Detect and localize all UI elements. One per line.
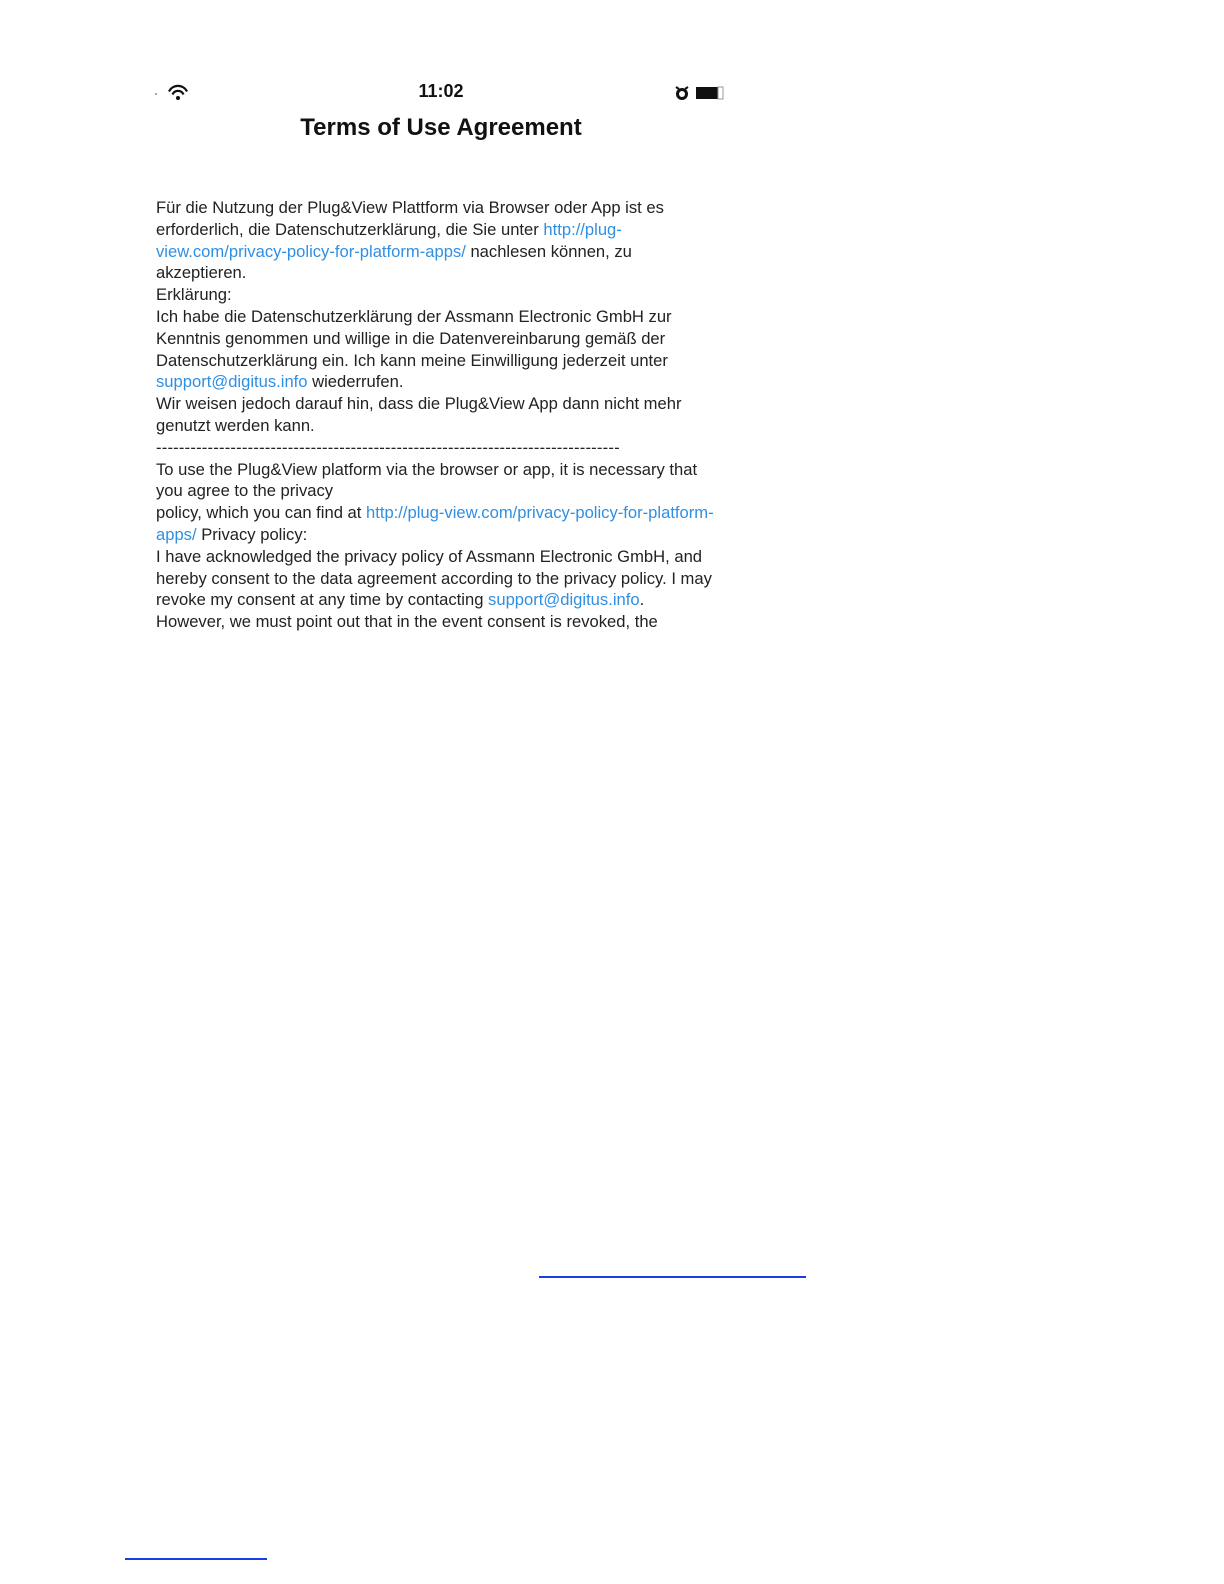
german-intro-text-end: nachlesen können, zu akzeptieren. bbox=[156, 241, 632, 283]
support-email-link-en[interactable]: support@digitus.info bbox=[488, 590, 640, 610]
english-intro-line1: To use the Plug&View platform via the browser or app, it is necessary that you agree to the privacy bbox=[156, 459, 698, 501]
privacy-policy-heading: Privacy policy: bbox=[196, 524, 308, 544]
german-declaration bbox=[156, 306, 726, 393]
privacy-policy-link-en[interactable]: http://plug-view.com/privacy-policy-for-platform-apps/ bbox=[156, 503, 714, 544]
page-footnote-rule bbox=[125, 1558, 267, 1560]
declaration-heading: Erklärung: bbox=[156, 285, 232, 305]
alarm-icon bbox=[676, 87, 688, 100]
german-intro-text: Für die Nutzung der Plug&View Plattform via Browser oder App ist es erforderlich, die Datenschutzerklärung, die Sie unter bbox=[156, 198, 664, 239]
page-link-underline bbox=[539, 1276, 806, 1278]
battery-icon bbox=[696, 87, 723, 99]
status-bar bbox=[150, 76, 732, 110]
app-screenshot bbox=[150, 76, 732, 668]
terms-content bbox=[156, 197, 726, 633]
language-separator: --------------------------------------------------------------------------------- bbox=[156, 437, 620, 457]
page-title: Terms of Use Agreement bbox=[300, 114, 582, 141]
german-declaration-end: wiederrufen. bbox=[307, 372, 404, 392]
support-email-link-de[interactable]: support@digitus.info bbox=[156, 372, 308, 392]
english-note-partial: However, we must point out that in the event consent is revoked, the bbox=[156, 612, 658, 632]
english-intro bbox=[156, 502, 726, 546]
german-declaration-text: Ich habe die Datenschutzerklärung der Assmann Electronic GmbH zur Kenntnis genommen und willige in die Datenvereinbarung gemäß der Datenschutzerklärung ein. Ich kann meine Einwilligung jederzeit unter bbox=[156, 306, 672, 370]
english-intro-text: policy, which you can find at bbox=[156, 503, 366, 523]
german-intro bbox=[156, 197, 726, 284]
german-note: Wir weisen jedoch darauf hin, dass die Plug&View App dann nicht mehr genutzt werden kann. bbox=[156, 394, 682, 435]
status-time: 11:02 bbox=[418, 81, 464, 101]
privacy-policy-link-de[interactable]: http://plug-view.com/privacy-policy-for-platform-apps/ bbox=[156, 219, 622, 261]
english-consent-end: . bbox=[639, 590, 645, 610]
status-right-icons bbox=[672, 83, 728, 103]
english-consent-text: I have acknowledged the privacy policy of Assmann Electronic GmbH, and hereby consent to the data agreement according to the privacy policy. I may revoke my consent at any time by contacting bbox=[156, 546, 712, 610]
english-consent bbox=[156, 546, 726, 611]
